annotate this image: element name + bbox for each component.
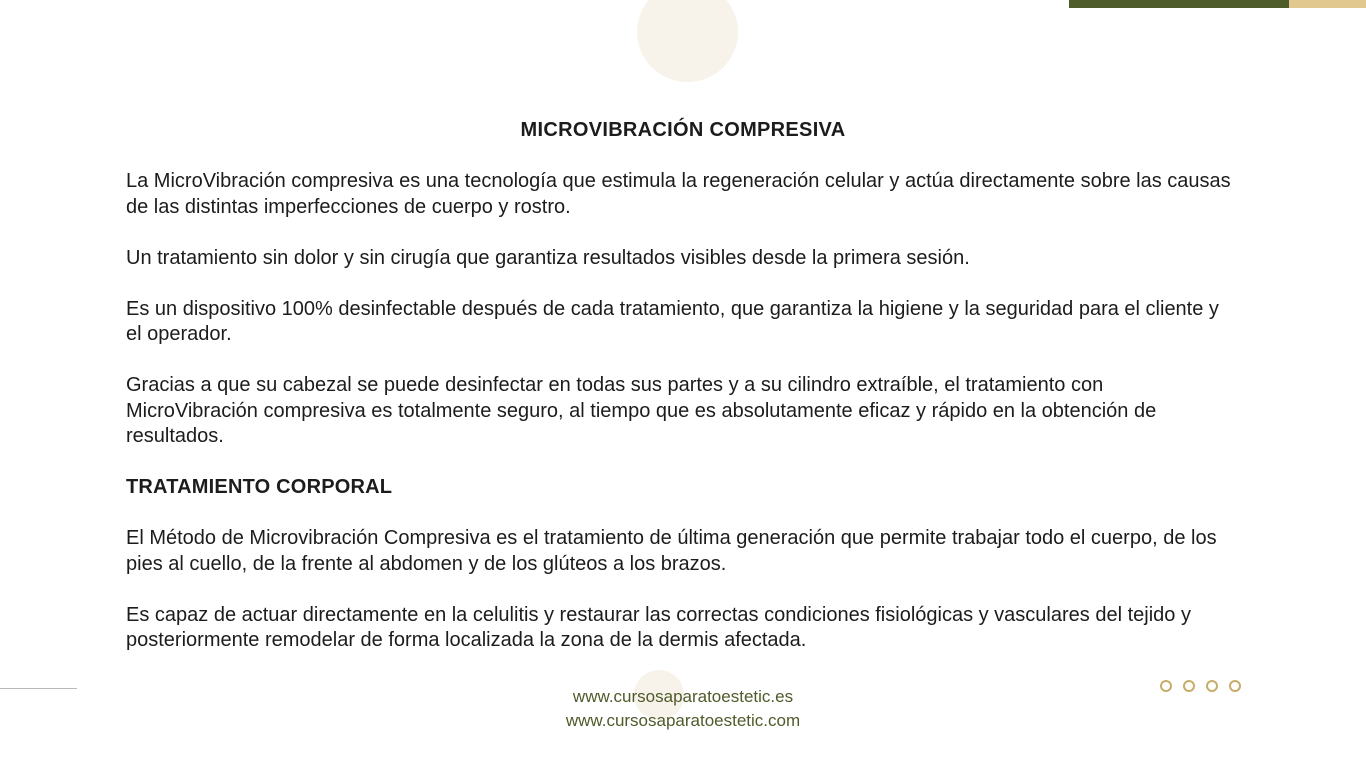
slide-content [126, 116, 1240, 679]
section-heading-body-treatment: TRATAMIENTO CORPORAL [126, 476, 393, 498]
paragraph-method: El Método de Microvibración Compresiva es el tratamiento de última generación que permite trabajar todo el cuerpo, de los pies al cuello, de la frente al abdomen y de los glúteos a los brazos. [126, 527, 1217, 575]
paragraph-safety: Gracias a que su cabezal se puede desinfectar en todas sus partes y a su cilindro extraíble, el tratamiento con MicroVibración compresiva es totalmente seguro, al tiempo que es absolutamente eficaz y rápido en la obtención de resultados. [126, 374, 1157, 447]
decorative-dots [1160, 680, 1241, 692]
paragraph-intro: La MicroVibración compresiva es una tecnología que estimula la regeneración celular y actúa directamente sobre las causas de las distintas imperfecciones de cuerpo y rostro. [126, 170, 1231, 218]
decorative-circle-top [637, 0, 738, 82]
website-link-es[interactable]: www.cursosaparatoestetic.es [572, 687, 794, 706]
accent-bar-gold [1289, 0, 1366, 8]
dot-icon [1206, 680, 1218, 692]
dot-icon [1160, 680, 1172, 692]
accent-bar-green [1069, 0, 1289, 8]
dot-icon [1183, 680, 1195, 692]
website-link-com[interactable]: www.cursosaparatoestetic.com [565, 711, 801, 730]
slide-title: MICROVIBRACIÓN COMPRESIVA [520, 119, 846, 141]
paragraph-cellulite: Es capaz de actuar directamente en la celulitis y restaurar las correctas condiciones fisiológicas y vasculares del tejido y posteriormente remodelar de forma localizada la zona de la dermis afectada. [126, 603, 1191, 651]
dot-icon [1229, 680, 1241, 692]
footer-links [0, 685, 1366, 733]
paragraph-painless: Un tratamiento sin dolor y sin cirugía que garantiza resultados visibles desde la primera sesión. [126, 246, 970, 269]
paragraph-disinfectable: Es un dispositivo 100% desinfectable después de cada tratamiento, que garantiza la higiene y la seguridad para el cliente y el operador. [126, 297, 1219, 345]
